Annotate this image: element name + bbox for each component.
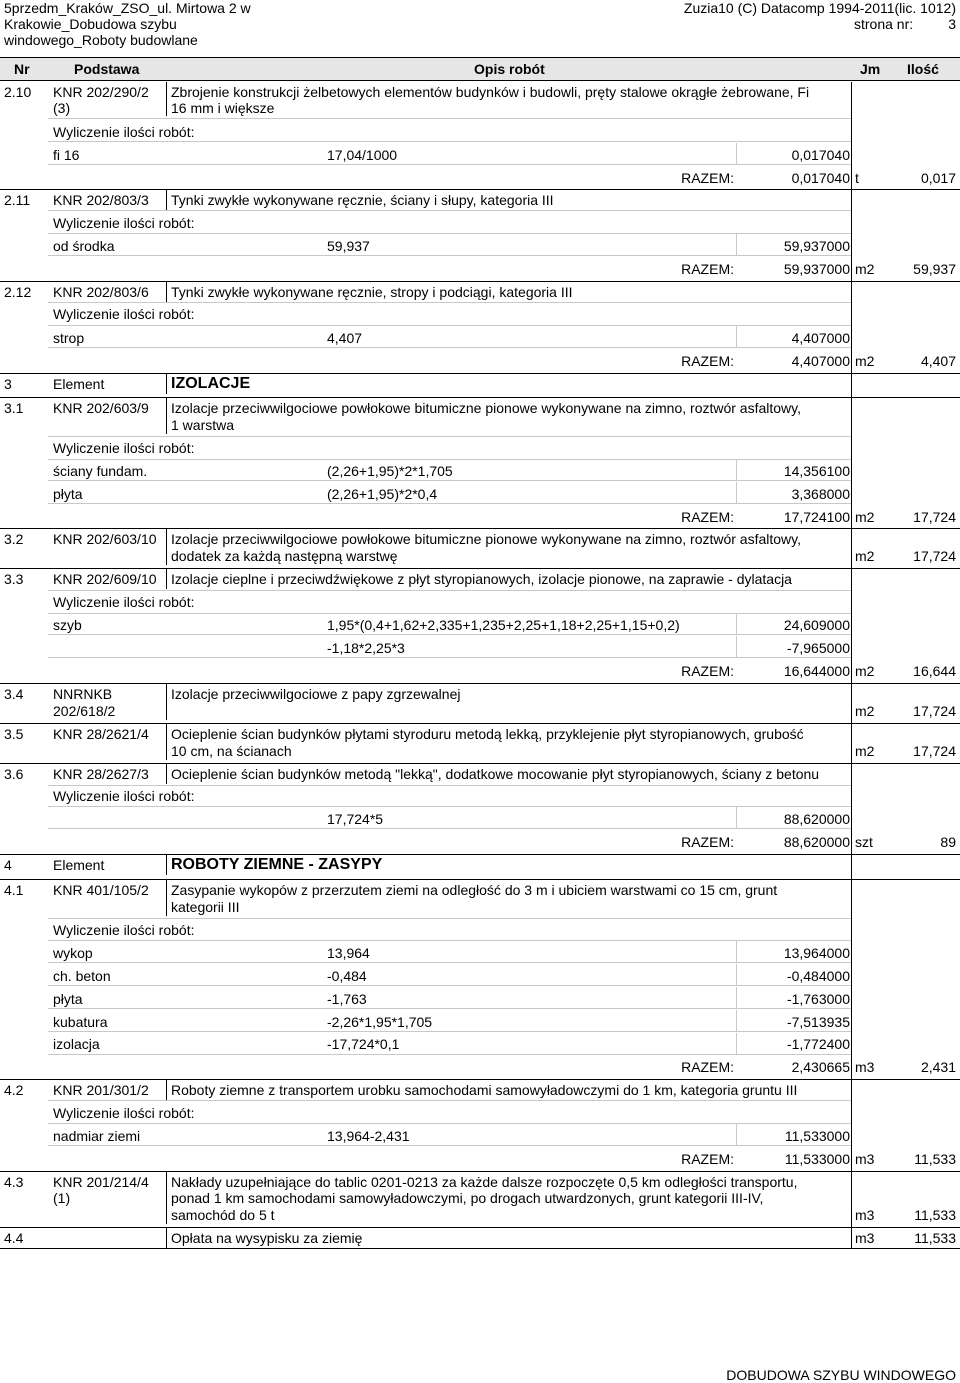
calc-name: izolacja — [53, 1036, 100, 1052]
calc-formula: 17,724*5 — [327, 811, 384, 827]
item-description: Tynki zwykłe wykonywane ręcznie, stropy i podciągi, kategoria III — [171, 284, 573, 300]
item-basis: KNR 201/301/2 — [53, 1082, 149, 1098]
calc-value: -0,484000 — [786, 968, 850, 984]
calc-name: fi 16 — [53, 147, 80, 163]
calc-name: płyta — [53, 991, 83, 1007]
calc-value-divider — [736, 1124, 737, 1145]
calc-value-divider — [736, 987, 737, 1008]
razem-value: 16,644000 — [783, 663, 850, 679]
calc-row-rule — [48, 164, 851, 165]
calc-value: -7,513935 — [786, 1014, 850, 1030]
razem-value: 4,407000 — [791, 353, 850, 369]
element-nr: 3 — [4, 376, 12, 392]
header-bottom-rule — [0, 80, 960, 81]
calc-value: 0,017040 — [791, 147, 850, 163]
calc-value: 59,937000 — [783, 238, 850, 254]
calc-value: 24,609000 — [783, 617, 850, 633]
calc-formula: 1,95*(0,4+1,62+2,335+1,235+2,25+1,18+2,25+1,15+0,2) — [327, 617, 680, 633]
calc-row-rule — [48, 347, 851, 348]
calc-row-rule — [48, 985, 851, 986]
calc-value: 14,356100 — [783, 463, 850, 479]
razem-label: RAZEM: — [681, 663, 734, 679]
calc-value-divider — [736, 1033, 737, 1054]
item-description: Izolacje przeciwwilgociowe z papy zgrzewalnej — [171, 686, 461, 702]
calc-row-rule — [48, 1145, 851, 1146]
item-basis: KNR 201/214/4 — [53, 1174, 149, 1190]
razem-value: 2,430665 — [791, 1059, 850, 1075]
item-quantity: 4,407 — [920, 353, 956, 369]
calc-formula: -2,26*1,95*1,705 — [327, 1014, 433, 1030]
calc-row-rule — [48, 657, 851, 658]
item-nr: 3.5 — [4, 726, 24, 742]
element-title: ROBOTY ZIEMNE - ZASYPY — [171, 856, 383, 873]
item-quantity: 11,533 — [914, 1207, 956, 1223]
item-description: Ocieplenie ścian budynków płytami styroduru metodą lekką, przyklejenie płyt styropianowych, grubość — [171, 726, 804, 742]
item-description-cont: 1 warstwa — [171, 417, 235, 433]
calc-formula: -1,763 — [327, 991, 367, 1007]
item-nr: 4.1 — [4, 882, 24, 898]
header-project-line2: Krakowie_Dobudowa szybu — [4, 16, 177, 32]
item-quantity: 17,724 — [913, 743, 956, 759]
col-ilosc: Ilość — [907, 61, 939, 77]
item-description-cont: dodatek za każdą następną warstwę — [171, 548, 398, 564]
row-separator — [48, 613, 851, 614]
col-opis: Opis robót — [474, 61, 545, 77]
item-unit: m3 — [855, 1151, 875, 1167]
calc-formula: -17,724*0,1 — [327, 1036, 400, 1052]
row-separator — [48, 785, 851, 786]
col-nr: Nr — [14, 61, 30, 77]
razem-value: 88,620000 — [783, 834, 850, 850]
row-separator — [48, 1100, 851, 1101]
header-project-line3: windowego_Roboty budowlane — [4, 32, 198, 48]
col-jm: Jm — [860, 61, 881, 77]
calc-row-rule — [48, 255, 851, 256]
item-description: Zbrojenie konstrukcji żelbetowych elementów budynków i budowli, pręty stalowe okrągłe żebrowane, Fi — [171, 84, 810, 100]
calc-formula: (2,26+1,95)*2*0,4 — [327, 486, 438, 502]
item-basis: NNRNKB — [53, 686, 113, 702]
razem-value: 17,724100 — [783, 509, 850, 525]
calc-row-rule — [48, 1008, 851, 1009]
item-basis-suffix: 202/618/2 — [53, 703, 116, 719]
calc-label: Wyliczenie ilości robót: — [53, 594, 195, 610]
item-nr: 3.1 — [4, 400, 24, 416]
item-basis: KNR 202/603/10 — [53, 531, 157, 547]
row-separator — [48, 302, 851, 303]
item-quantity: 16,644 — [913, 663, 956, 679]
razem-label: RAZEM: — [681, 353, 734, 369]
col-podstawa: Podstawa — [74, 61, 140, 77]
item-unit: m3 — [855, 1207, 875, 1223]
calc-label: Wyliczenie ilości robót: — [53, 788, 195, 804]
calc-name: wykop — [53, 945, 93, 961]
item-quantity: 11,533 — [914, 1230, 956, 1246]
item-basis-suffix: (1) — [53, 1190, 71, 1206]
item-unit: m3 — [855, 1230, 875, 1246]
calc-value: -1,772400 — [786, 1036, 850, 1052]
item-basis: KNR 28/2621/4 — [53, 726, 149, 742]
calc-formula: -0,484 — [327, 968, 367, 984]
element-label: Element — [53, 857, 105, 873]
calc-label: Wyliczenie ilości robót: — [53, 124, 195, 140]
item-description-cont: samochód do 5 t — [171, 1207, 275, 1223]
item-description-cont: ponad 1 km samochodami samowyładowczymi, po drogach utwardzonych, grunt kategorii III-IV, — [171, 1190, 764, 1206]
item-separator — [0, 281, 960, 282]
item-description: Nakłady uzupełniające do tablic 0201-0213 za każde dalsze rozpoczęte 0,5 km odległości transportu, — [171, 1174, 798, 1190]
calc-name: od środka — [53, 238, 115, 254]
calc-value-divider — [736, 636, 737, 657]
item-separator — [0, 373, 960, 374]
item-quantity: 59,937 — [913, 261, 956, 277]
calc-value: 4,407000 — [791, 330, 850, 346]
item-nr: 4.4 — [4, 1230, 24, 1246]
item-separator — [0, 723, 960, 724]
calc-value-divider — [736, 941, 737, 962]
razem-value: 11,533000 — [784, 1151, 850, 1167]
element-label: Element — [53, 376, 105, 392]
calc-name: ściany fundam. — [53, 463, 148, 479]
item-quantity: 17,724 — [913, 703, 956, 719]
calc-value: 13,964000 — [783, 945, 850, 961]
item-unit: m2 — [855, 353, 875, 369]
item-description: Ocieplenie ścian budynków metodą "lekką", dodatkowe mocowanie płyt styropianowych, ściany z betonu — [171, 766, 820, 782]
calc-name: szyb — [53, 617, 82, 633]
row-separator — [48, 918, 851, 919]
item-separator — [0, 397, 960, 398]
item-unit: m2 — [855, 703, 875, 719]
item-separator — [0, 1171, 960, 1172]
item-description-cont: 16 mm i większe — [171, 100, 275, 116]
item-unit: m2 — [855, 261, 875, 277]
item-description: Izolacje przeciwwilgociowe powłokowe bitumiczne pionowe wykonywane na zimno, roztwór asfaltowy, — [171, 531, 802, 547]
calc-label: Wyliczenie ilości robót: — [53, 922, 195, 938]
item-basis: KNR 202/290/2 — [53, 84, 149, 100]
calc-row-rule — [48, 962, 851, 963]
calc-label: Wyliczenie ilości robót: — [53, 215, 195, 231]
calc-name: strop — [53, 330, 85, 346]
item-unit: m2 — [855, 548, 875, 564]
item-separator — [0, 528, 960, 529]
calc-formula: 13,964-2,431 — [327, 1128, 410, 1144]
calc-value: -1,763000 — [786, 991, 850, 1007]
item-description: Roboty ziemne z transportem urobku samochodami samowyładowczymi do 1 km, kategoria gruntu III — [171, 1082, 798, 1098]
calc-row-rule — [48, 1054, 851, 1055]
item-unit: m2 — [855, 509, 875, 525]
calc-formula: 59,937 — [327, 238, 370, 254]
razem-label: RAZEM: — [681, 834, 734, 850]
item-separator — [0, 189, 960, 190]
razem-label: RAZEM: — [681, 170, 734, 186]
row-separator — [48, 940, 851, 941]
item-basis-suffix: (3) — [53, 100, 71, 116]
calc-name: ch. beton — [53, 968, 111, 984]
footer-title: DOBUDOWA SZYBU WINDOWEGO — [726, 1367, 956, 1383]
calc-formula: (2,26+1,95)*2*1,705 — [327, 463, 453, 479]
column-rule-unit — [851, 82, 852, 1248]
calc-value-divider — [736, 482, 737, 503]
item-quantity: 17,724 — [913, 509, 956, 525]
row-separator — [48, 436, 851, 437]
item-separator — [0, 854, 960, 855]
calc-value-divider — [736, 964, 737, 985]
item-separator — [0, 568, 960, 569]
calc-row-rule — [48, 828, 851, 829]
item-unit: m2 — [855, 743, 875, 759]
calc-name: nadmiar ziemi — [53, 1128, 141, 1144]
calc-value-divider — [736, 1010, 737, 1031]
item-description: Izolacje przeciwwilgociowe powłokowe bitumiczne pionowe wykonywane na zimno, roztwór asfaltowy, — [171, 400, 802, 416]
calc-value-divider — [736, 459, 737, 480]
calc-formula: 17,04/1000 — [327, 147, 398, 163]
item-description: Opłata na wysypisku za ziemię — [171, 1230, 363, 1246]
row-separator — [48, 806, 851, 807]
item-unit: m2 — [855, 663, 875, 679]
item-description: Zasypanie wykopów z przerzutem ziemi na odległość do 3 m i ubiciem warstwami co 15 cm, grunt — [171, 882, 778, 898]
calc-label: Wyliczenie ilości robót: — [53, 306, 195, 322]
item-quantity: 17,724 — [913, 548, 956, 564]
razem-label: RAZEM: — [681, 509, 734, 525]
header-software: Zuzia10 (C) Datacomp 1994-2011(lic. 1012) — [683, 0, 956, 16]
item-nr: 4.2 — [4, 1082, 24, 1098]
item-nr: 2.11 — [4, 192, 31, 208]
item-basis: KNR 202/603/9 — [53, 400, 149, 416]
item-nr: 3.4 — [4, 686, 24, 702]
calc-value: 3,368000 — [791, 486, 850, 502]
item-nr: 2.10 — [4, 84, 32, 100]
razem-label: RAZEM: — [681, 261, 734, 277]
item-description: Izolacje cieplne i przeciwdźwiękowe z płyt styropianowych, izolacje pionowe, na zaprawie - dylatacja — [171, 571, 792, 587]
razem-value: 59,937000 — [783, 261, 850, 277]
header-page-number: 3 — [948, 16, 956, 32]
item-basis: KNR 202/803/6 — [53, 284, 149, 300]
calc-label: Wyliczenie ilości robót: — [53, 1105, 195, 1121]
calc-name: kubatura — [53, 1014, 108, 1030]
item-separator — [0, 1079, 960, 1080]
item-nr: 3.2 — [4, 531, 24, 547]
calc-value: 11,533000 — [784, 1128, 850, 1144]
calc-name: płyta — [53, 486, 83, 502]
item-basis: KNR 202/803/3 — [53, 192, 149, 208]
item-basis: KNR 28/2627/3 — [53, 766, 149, 782]
row-separator — [48, 459, 851, 460]
calc-formula: -1,18*2,25*3 — [327, 640, 405, 656]
item-separator — [0, 683, 960, 684]
item-quantity: 2,431 — [920, 1059, 956, 1075]
calc-value: 88,620000 — [783, 811, 850, 827]
item-separator — [0, 1227, 960, 1228]
item-description: Tynki zwykłe wykonywane ręcznie, ściany i słupy, kategoria III — [171, 192, 554, 208]
item-unit: szt — [855, 834, 873, 850]
calc-label: Wyliczenie ilości robót: — [53, 440, 195, 456]
calc-row-rule — [48, 480, 851, 481]
item-quantity: 11,533 — [914, 1151, 956, 1167]
item-description-cont: kategorii III — [171, 899, 240, 915]
razem-value: 0,017040 — [791, 170, 850, 186]
calc-row-rule — [48, 503, 851, 504]
row-separator — [48, 325, 851, 326]
item-description-cont: 10 cm, na ścianach — [171, 743, 292, 759]
element-nr: 4 — [4, 857, 12, 873]
razem-label: RAZEM: — [681, 1059, 734, 1075]
item-unit: t — [855, 170, 859, 186]
table-bottom-rule — [0, 1248, 960, 1249]
header-project-line1: 5przedm_Kraków_ZSO_ul. Mirtowa 2 w — [4, 0, 251, 16]
item-basis: KNR 202/609/10 — [53, 571, 157, 587]
item-separator — [0, 879, 960, 880]
row-separator — [48, 233, 851, 234]
item-nr: 2.12 — [4, 284, 32, 300]
calc-value-divider — [736, 613, 737, 634]
calc-value-divider — [736, 807, 737, 828]
calc-value-divider — [736, 234, 737, 255]
item-quantity: 89 — [940, 834, 956, 850]
row-separator — [48, 141, 851, 142]
item-quantity: 0,017 — [920, 170, 956, 186]
element-title: IZOLACJE — [171, 375, 251, 392]
calc-value-divider — [736, 326, 737, 347]
row-separator — [48, 590, 851, 591]
row-separator — [48, 118, 851, 119]
item-nr: 4.3 — [4, 1174, 24, 1190]
calc-value-divider — [736, 143, 737, 164]
item-nr: 3.6 — [4, 766, 24, 782]
calc-value: -7,965000 — [786, 640, 850, 656]
row-separator — [48, 210, 851, 211]
calc-row-rule — [48, 1031, 851, 1032]
calc-formula: 4,407 — [327, 330, 363, 346]
item-basis: KNR 401/105/2 — [53, 882, 149, 898]
razem-label: RAZEM: — [681, 1151, 734, 1167]
calc-formula: 13,964 — [327, 945, 370, 961]
item-unit: m3 — [855, 1059, 875, 1075]
row-separator — [48, 1123, 851, 1124]
calc-row-rule — [48, 634, 851, 635]
item-separator — [0, 763, 960, 764]
header-page-label: strona nr: — [854, 16, 914, 32]
item-nr: 3.3 — [4, 571, 24, 587]
